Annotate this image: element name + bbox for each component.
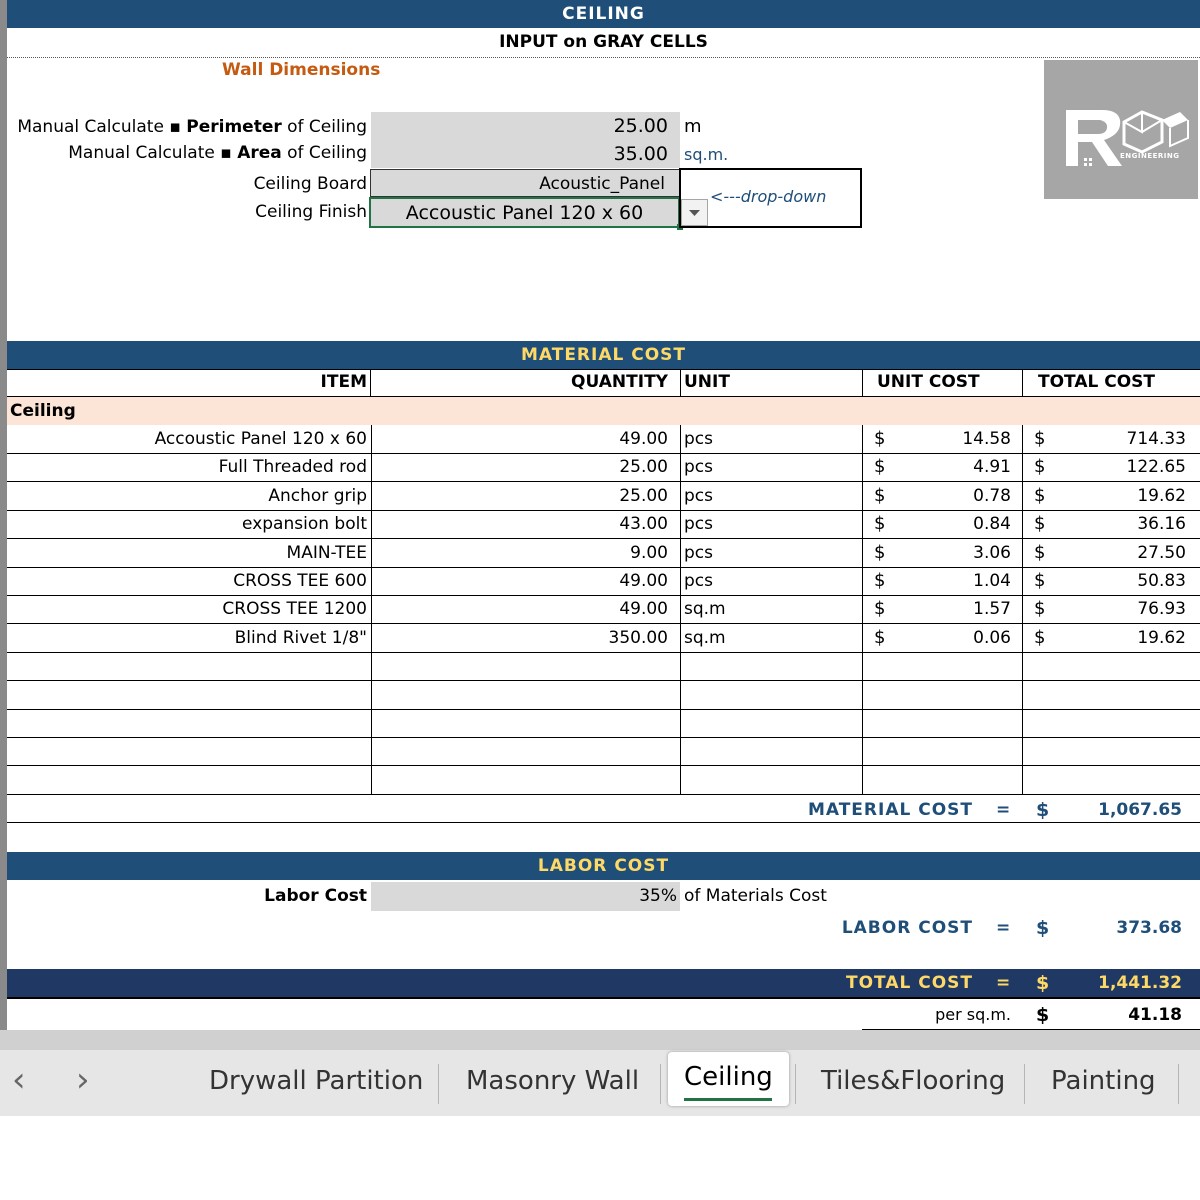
item-cell: CROSS TEE 600 bbox=[233, 571, 367, 591]
unit-cost-currency: $ bbox=[874, 598, 886, 619]
quantity-cell: 49.00 bbox=[619, 571, 668, 591]
table-row bbox=[0, 595, 1200, 623]
total-cost-cell: 50.83 bbox=[1137, 571, 1186, 591]
unit-cost-currency: $ bbox=[874, 428, 886, 449]
quantity-cell: 49.00 bbox=[619, 599, 668, 619]
header-column-border bbox=[370, 369, 371, 397]
labor-percent-input[interactable]: 35% bbox=[371, 882, 680, 911]
material-summary-value: 1,067.65 bbox=[1098, 800, 1182, 820]
labor-percent-note: of Materials Cost bbox=[684, 886, 827, 906]
unit-cost-currency: $ bbox=[874, 485, 886, 506]
unit-cost-cell: 0.78 bbox=[973, 486, 1011, 506]
table-row bbox=[0, 425, 1200, 453]
per-sqm-label: per sq.m. bbox=[935, 1005, 1011, 1024]
item-cell: Accoustic Panel 120 x 60 bbox=[154, 429, 367, 449]
area-label-prefix: Manual Calculate bbox=[68, 143, 215, 163]
material-summary-currency: $ bbox=[1036, 799, 1050, 821]
item-cell: CROSS TEE 1200 bbox=[222, 599, 367, 619]
labor-summary-label: LABOR COST bbox=[841, 918, 973, 938]
tab-separator bbox=[795, 1064, 796, 1104]
table-row bbox=[0, 539, 1200, 567]
item-cell: expansion bolt bbox=[242, 514, 367, 534]
total-cost-currency: $ bbox=[1034, 456, 1046, 477]
sheet-title bbox=[7, 0, 1200, 28]
tab-separator bbox=[660, 1064, 661, 1104]
unit-cost-cell: 4.91 bbox=[973, 457, 1011, 477]
unit-cost-cell: 3.06 bbox=[973, 543, 1011, 563]
material-summary-label: MATERIAL COST bbox=[807, 800, 973, 820]
table-row-border bbox=[7, 794, 1200, 795]
total-cost-currency: $ bbox=[1034, 598, 1046, 619]
ceiling-finish-select[interactable]: Accoustic Panel 120 x 60 bbox=[369, 197, 680, 228]
total-cost-bar bbox=[7, 969, 1200, 997]
category-row bbox=[7, 397, 1200, 425]
unit-cell: sq.m bbox=[684, 599, 726, 619]
perimeter-label bbox=[7, 114, 367, 140]
area-input[interactable]: 35.00 bbox=[371, 140, 680, 168]
total-cost-currency: $ bbox=[1034, 570, 1046, 591]
header-column-border bbox=[680, 369, 681, 397]
area-label-suffix: of Ceiling bbox=[287, 143, 367, 163]
unit-cell: sq.m bbox=[684, 628, 726, 648]
perimeter-unit: m bbox=[684, 116, 702, 137]
total-cost-underline bbox=[7, 997, 1200, 999]
tab-tiles-flooring[interactable]: Tiles&Flooring bbox=[821, 1066, 1006, 1096]
total-cost-cell: 122.65 bbox=[1126, 457, 1186, 477]
tab-separator bbox=[1178, 1064, 1179, 1104]
total-cost-cell: 19.62 bbox=[1137, 486, 1186, 506]
labor-summary-value: 373.68 bbox=[1116, 918, 1182, 938]
item-cell: Anchor grip bbox=[268, 486, 367, 506]
total-cost-currency: $ bbox=[1036, 972, 1050, 994]
unit-cost-currency: $ bbox=[874, 542, 886, 563]
total-cost-currency: $ bbox=[1034, 627, 1046, 648]
area-label bbox=[7, 140, 367, 166]
unit-cost-currency: $ bbox=[874, 513, 886, 534]
ceiling-board-label: Ceiling Board bbox=[253, 174, 367, 194]
sheet-title-text: CEILING bbox=[562, 4, 645, 24]
unit-cost-cell: 0.84 bbox=[973, 514, 1011, 534]
labor-cost-label: Labor Cost bbox=[264, 886, 367, 906]
quantity-cell: 49.00 bbox=[619, 429, 668, 449]
ceiling-board-input[interactable]: Acoustic_Panel bbox=[370, 169, 680, 197]
total-cost-label: TOTAL COST bbox=[846, 973, 973, 993]
tab-drywall-partition[interactable]: Drywall Partition bbox=[209, 1066, 424, 1096]
logo-text: ENGINEERING bbox=[1120, 152, 1180, 160]
header-unit-cost: UNIT COST bbox=[877, 372, 980, 392]
dotted-divider bbox=[7, 57, 1200, 58]
area-unit: sq.m. bbox=[684, 145, 729, 164]
quantity-cell: 43.00 bbox=[619, 514, 668, 534]
active-tab-indicator bbox=[684, 1098, 772, 1101]
header-total-cost: TOTAL COST bbox=[1038, 372, 1155, 392]
table-row-border bbox=[7, 822, 1200, 823]
total-cost-equals: = bbox=[996, 973, 1011, 993]
item-cell: MAIN-TEE bbox=[286, 543, 367, 563]
total-cost-cell: 714.33 bbox=[1126, 429, 1186, 449]
unit-cost-cell: 14.58 bbox=[962, 429, 1011, 449]
labor-summary-currency: $ bbox=[1036, 917, 1050, 939]
total-cost-currency: $ bbox=[1034, 542, 1046, 563]
ceiling-finish-label: Ceiling Finish bbox=[255, 202, 367, 222]
total-cost-cell: 19.62 bbox=[1137, 628, 1186, 648]
total-cost-cell: 76.93 bbox=[1137, 599, 1186, 619]
header-unit: UNIT bbox=[684, 372, 730, 392]
item-cell: Full Threaded rod bbox=[218, 457, 367, 477]
per-sqm-value: 41.18 bbox=[1128, 1005, 1182, 1025]
next-sheet-icon[interactable]: › bbox=[76, 1060, 90, 1100]
unit-cell: pcs bbox=[684, 571, 713, 591]
logo-mark-icon bbox=[1044, 60, 1198, 199]
prev-sheet-icon[interactable]: ‹ bbox=[12, 1060, 26, 1100]
unit-cost-cell: 1.04 bbox=[973, 571, 1011, 591]
tab-masonry-wall[interactable]: Masonry Wall bbox=[466, 1066, 640, 1096]
unit-cost-cell: 0.06 bbox=[973, 628, 1011, 648]
labor-summary-equals: = bbox=[996, 918, 1011, 938]
company-logo bbox=[1044, 60, 1198, 199]
unit-cell: pcs bbox=[684, 514, 713, 534]
unit-cost-cell: 1.57 bbox=[973, 599, 1011, 619]
tab-separator bbox=[1024, 1064, 1025, 1104]
total-cost-cell: 27.50 bbox=[1137, 543, 1186, 563]
sheet-tab-bar-top bbox=[0, 1030, 1200, 1050]
header-column-border bbox=[862, 369, 863, 397]
header-column-border bbox=[1022, 369, 1023, 397]
item-cell: Blind Rivet 1/8" bbox=[234, 628, 367, 648]
unit-cell: pcs bbox=[684, 457, 713, 477]
perimeter-label-suffix: of Ceiling bbox=[287, 117, 367, 137]
category-label: Ceiling bbox=[10, 401, 76, 421]
total-cost-currency: $ bbox=[1034, 513, 1046, 534]
dropdown-note: <---drop-down bbox=[710, 187, 827, 206]
sheet-subtitle: INPUT on GRAY CELLS bbox=[499, 32, 708, 52]
material-summary-equals: = bbox=[996, 800, 1011, 820]
table-row bbox=[0, 510, 1200, 538]
perimeter-input[interactable]: 25.00 bbox=[371, 112, 680, 140]
header-item: ITEM bbox=[320, 372, 367, 392]
quantity-cell: 25.00 bbox=[619, 486, 668, 506]
labor-cost-title: LABOR COST bbox=[7, 852, 1200, 880]
area-label-bold: Area bbox=[237, 143, 282, 163]
header-quantity: QUANTITY bbox=[571, 372, 668, 392]
quantity-cell: 9.00 bbox=[630, 543, 668, 563]
unit-cost-currency: $ bbox=[874, 456, 886, 477]
unit-cell: pcs bbox=[684, 486, 713, 506]
total-cost-currency: $ bbox=[1034, 428, 1046, 449]
quantity-cell: 350.00 bbox=[608, 628, 668, 648]
perimeter-label-prefix: Manual Calculate bbox=[17, 117, 164, 137]
total-cost-value: 1,441.32 bbox=[1098, 973, 1182, 993]
table-row bbox=[0, 482, 1200, 510]
unit-cell: pcs bbox=[684, 429, 713, 449]
wall-dimensions-heading: Wall Dimensions bbox=[222, 60, 381, 80]
table-row bbox=[0, 453, 1200, 481]
total-cost-cell: 36.16 bbox=[1137, 514, 1186, 534]
unit-cost-currency: $ bbox=[874, 627, 886, 648]
bullet-icon: ▪ bbox=[220, 143, 232, 163]
tab-painting[interactable]: Painting bbox=[1051, 1066, 1156, 1096]
tab-ceiling[interactable]: Ceiling bbox=[684, 1062, 773, 1092]
table-row bbox=[0, 624, 1200, 652]
total-cost-currency: $ bbox=[1034, 485, 1046, 506]
bullet-icon: ▪ bbox=[169, 117, 181, 137]
unit-cost-currency: $ bbox=[874, 570, 886, 591]
perimeter-label-bold: Perimeter bbox=[186, 117, 282, 137]
table-row bbox=[0, 567, 1200, 595]
quantity-cell: 25.00 bbox=[619, 457, 668, 477]
material-cost-title: MATERIAL COST bbox=[7, 341, 1200, 369]
unit-cell: pcs bbox=[684, 543, 713, 563]
tab-separator bbox=[438, 1064, 439, 1104]
per-sqm-currency: $ bbox=[1036, 1004, 1050, 1026]
